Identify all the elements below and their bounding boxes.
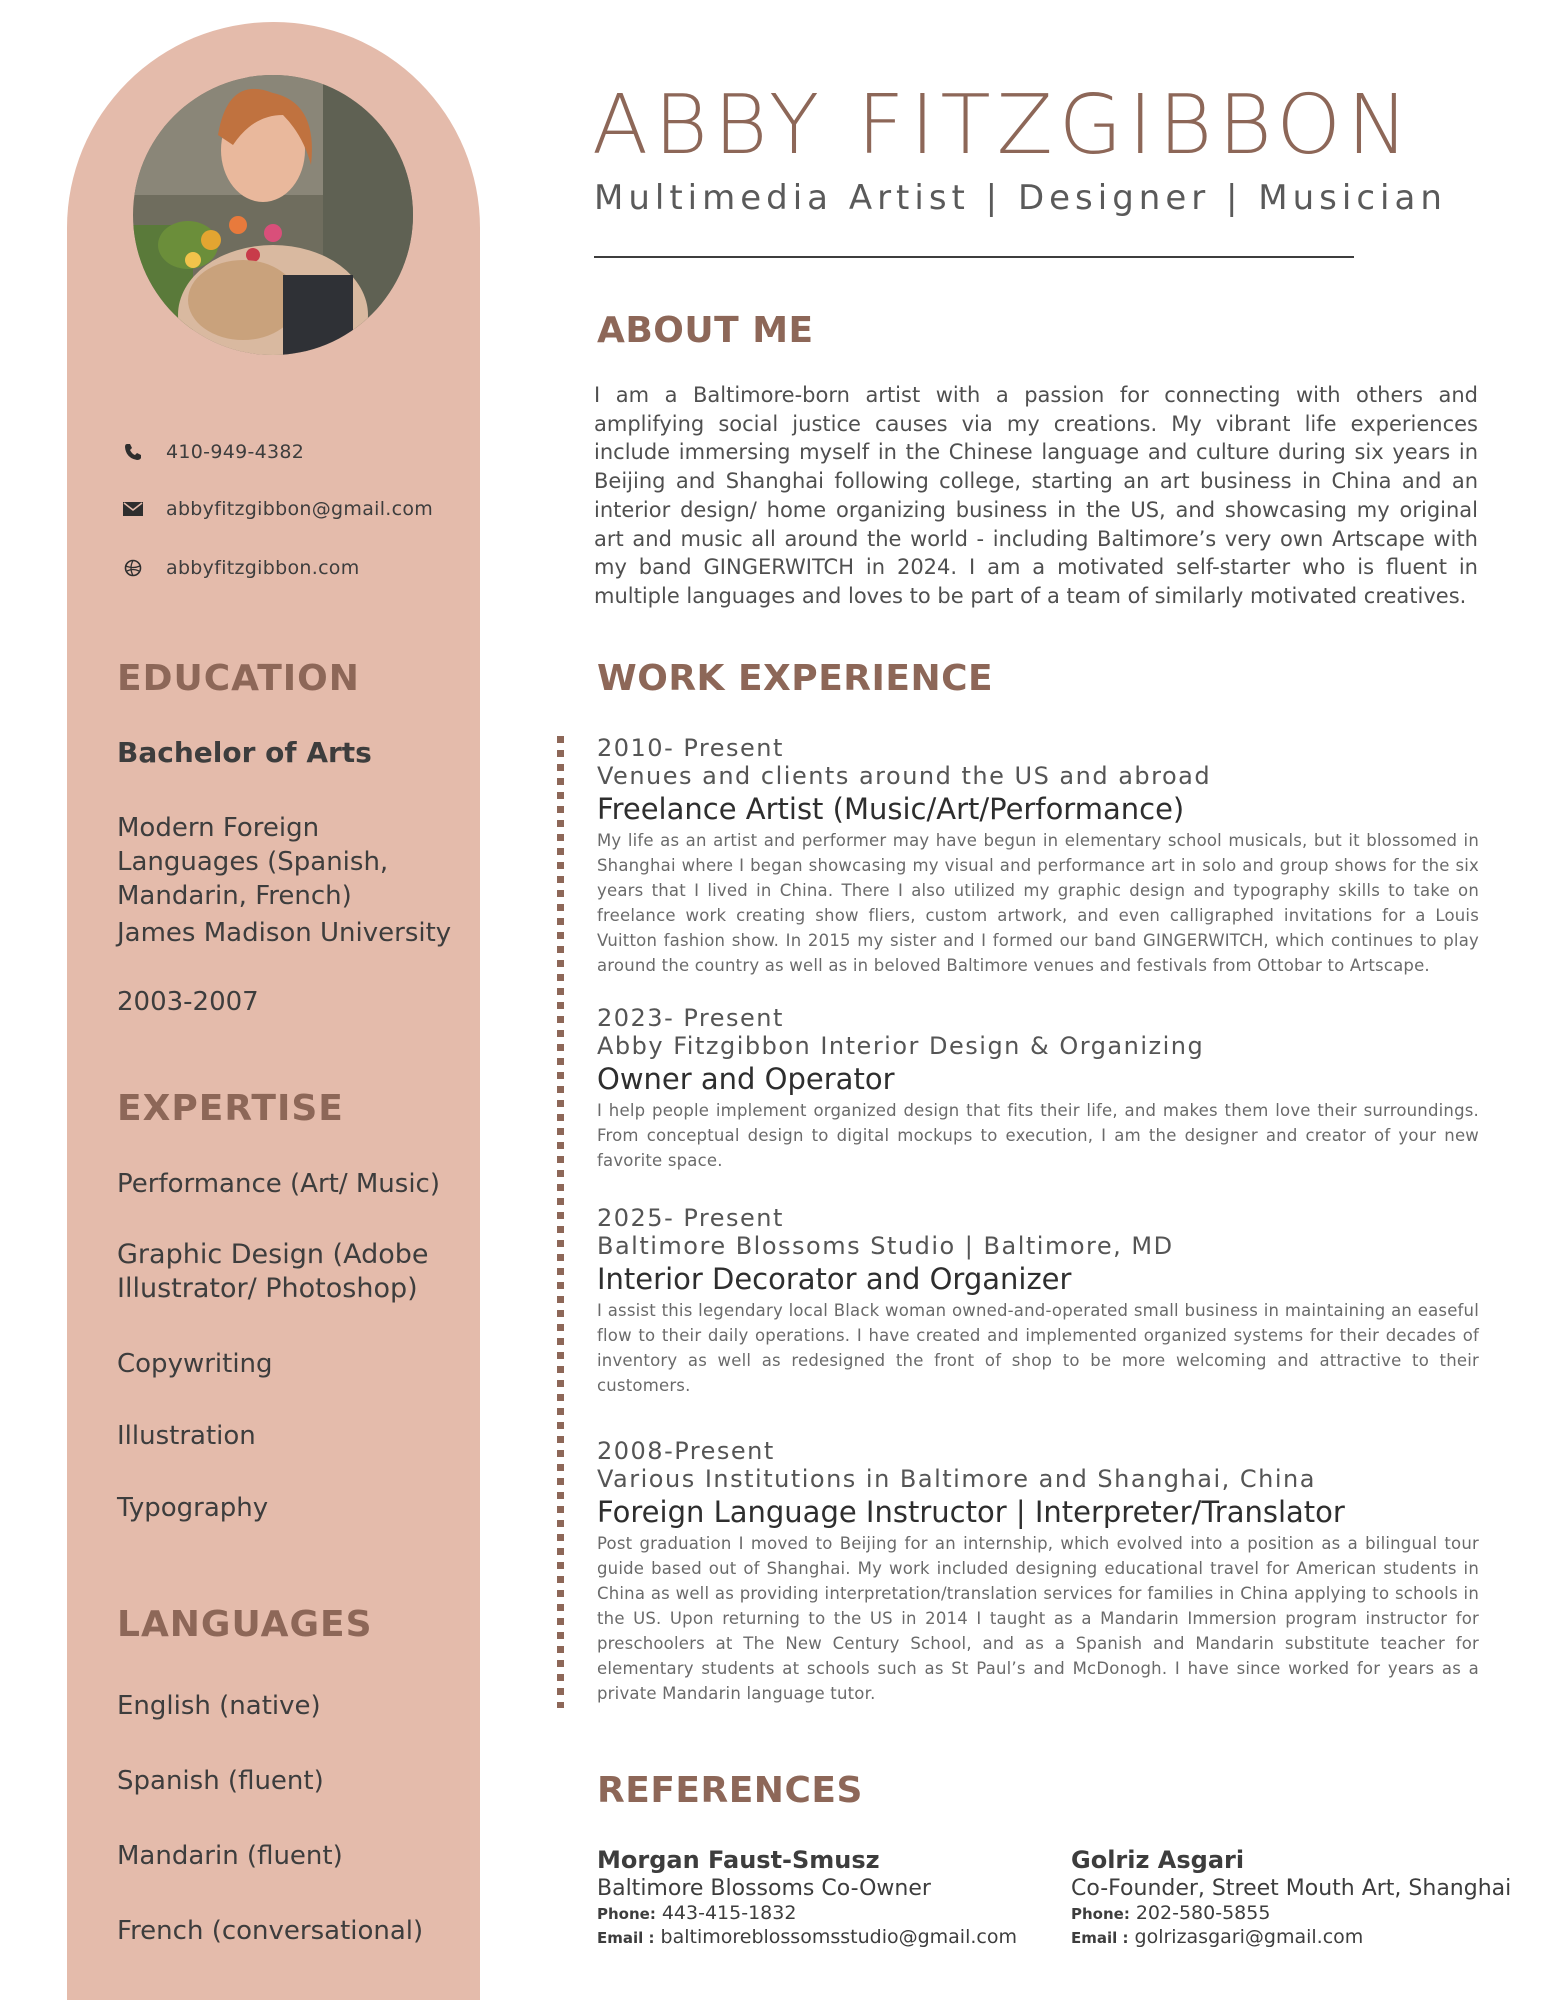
- languages-heading: LANGUAGES: [117, 1604, 373, 1645]
- email-label: Email :: [1071, 1929, 1129, 1947]
- reference-role: Co-Founder, Street Mouth Art, Shanghai: [1071, 1876, 1512, 1901]
- expertise-item: Illustration: [117, 1421, 256, 1451]
- education-heading: EDUCATION: [117, 658, 360, 699]
- education-degree: Bachelor of Arts: [117, 736, 372, 769]
- job-entry: [597, 1437, 1479, 1706]
- job-description: I assist this legendary local Black woman owned-and-operated small business in maintaining an easeful flow to their daily operations. I have created and implemented organized systems for their decades of inventory as well as redesigned the front of shop to be more welcoming and attractive to their customers.: [597, 1301, 1479, 1395]
- language-item: Mandarin (fluent): [117, 1841, 343, 1871]
- job-date: 2010- Present: [597, 734, 784, 762]
- phone-icon: [120, 439, 146, 465]
- job-organization: Venues and clients around the US and abroad: [597, 762, 1212, 790]
- education-years: 2003-2007: [117, 987, 259, 1017]
- reference-name: Golriz Asgari: [1071, 1846, 1245, 1874]
- job-description: I help people implement organized design that fits their life, and makes them love their surroundings. From conceptual design to digital mockups to execution, I am the designer and creator of your new favorite space.: [597, 1101, 1479, 1170]
- reference-name: Morgan Faust-Smusz: [597, 1846, 880, 1874]
- profile-photo-illustration: [133, 75, 413, 355]
- website-link[interactable]: abbyfitzgibbon.com: [166, 557, 360, 579]
- language-item: French (conversational): [117, 1916, 424, 1946]
- email-label: Email :: [597, 1929, 655, 1947]
- resume-name: ABBY FITZGIBBON: [592, 78, 1415, 173]
- job-entry: [597, 1204, 1479, 1398]
- profile-photo: [133, 75, 413, 355]
- reference-email: [597, 1926, 1017, 1950]
- phone-label: Phone:: [1071, 1905, 1130, 1923]
- phone-label: Phone:: [597, 1905, 656, 1923]
- globe-icon: [120, 555, 146, 581]
- envelope-icon: [120, 496, 146, 522]
- expertise-item: Copywriting: [117, 1349, 273, 1379]
- expertise-item: Graphic Design (Adobe Illustrator/ Photoshop): [117, 1239, 429, 1304]
- reference-role: Baltimore Blossoms Co-Owner: [597, 1876, 931, 1901]
- header-divider: [594, 256, 1354, 258]
- reference-card: [597, 1845, 1017, 1950]
- about-heading: ABOUT ME: [597, 310, 814, 351]
- reference-phone-value: 443-415-1832: [661, 1902, 797, 1924]
- about-text: I am a Baltimore-born artist with a passion for connecting with others and amplifying social justice causes via my creations. My vibrant life experiences include immersing myself in the Chinese language and culture during six years in Beijing and Shanghai following college, starting an art business in China and an interior design/ home organizing business in the US, and showcasing my original art and music all around the world - including Baltimore’s very own Artscape with my band GINGERWITCH in 2024. I am a motivated self-starter who is fluent in multiple languages and loves to be part of a team of similarly motivated creatives.: [594, 383, 1478, 608]
- expertise-item: Performance (Art/ Music): [117, 1169, 440, 1199]
- work-heading: WORK EXPERIENCE: [597, 658, 994, 699]
- language-item: English (native): [117, 1691, 321, 1721]
- job-entry: [597, 1004, 1479, 1173]
- job-entry: [597, 734, 1479, 978]
- contact-phone: [120, 437, 304, 467]
- education-major: Modern Foreign Languages (Spanish, Mandarin, French): [117, 813, 389, 911]
- job-title: Interior Decorator and Organizer: [597, 1262, 1072, 1296]
- job-title: Owner and Operator: [597, 1062, 895, 1096]
- language-item: Spanish (fluent): [117, 1766, 324, 1796]
- reference-email-value[interactable]: golrizasgari@gmail.com: [1134, 1926, 1364, 1948]
- contact-email: [120, 494, 433, 524]
- reference-phone: [597, 1902, 1017, 1926]
- job-date: 2008-Present: [597, 1437, 775, 1465]
- expertise-heading: EXPERTISE: [117, 1088, 344, 1129]
- reference-email-value[interactable]: baltimoreblossomsstudio@gmail.com: [660, 1926, 1017, 1948]
- job-organization: Baltimore Blossoms Studio | Baltimore, MD: [597, 1232, 1174, 1260]
- reference-email: [1071, 1926, 1491, 1950]
- phone-number: 410-949-4382: [166, 441, 305, 463]
- resume-tagline: Multimedia Artist | Designer | Musician: [594, 178, 1447, 218]
- job-description: Post graduation I moved to Beijing for an internship, which evolved into a position as a bilingual tour guide based out of Shanghai. My work included designing educational travel for American students in China as well as providing interpretation/translation services for families in China applying to schools in the US. Upon returning to the US in 2014 I taught as a Mandarin Immersion program instructor for preschoolers at The New Century School, and as a Spanish and Mandarin substitute teacher for elementary students at schools such as St Paul’s and McDonogh. I have since worked for years as a private Mandarin language tutor.: [597, 1534, 1479, 1703]
- email-link[interactable]: abbyfitzgibbon@gmail.com: [166, 498, 434, 520]
- reference-phone: [1071, 1902, 1491, 1926]
- contact-website: [120, 553, 360, 583]
- timeline-divider: [557, 736, 564, 1708]
- job-description: My life as an artist and performer may have begun in elementary school musicals, but it blossomed in Shanghai where I began showcasing my visual and performance art in solo and group shows for the six years that I lived in China. There I also utilized my graphic design and typography skills to take on freelance work creating show fliers, custom artwork, and even calligraphed invitations for a Louis Vuitton fashion show. In 2015 my sister and I formed our band GINGERWITCH, which continues to play around the country as well as in beloved Baltimore venues and festivals from Ottobar to Artscape.: [597, 831, 1479, 975]
- job-organization: Abby Fitzgibbon Interior Design & Organizing: [597, 1032, 1205, 1060]
- job-title: Foreign Language Instructor | Interpreter/Translator: [597, 1495, 1345, 1529]
- references-heading: REFERENCES: [597, 1770, 863, 1811]
- expertise-item: Typography: [117, 1493, 269, 1523]
- job-organization: Various Institutions in Baltimore and Shanghai, China: [597, 1465, 1316, 1493]
- job-date: 2025- Present: [597, 1204, 784, 1232]
- reference-phone-value: 202-580-5855: [1135, 1902, 1271, 1924]
- job-title: Freelance Artist (Music/Art/Performance): [597, 792, 1185, 826]
- job-date: 2023- Present: [597, 1004, 784, 1032]
- reference-card: [1071, 1845, 1512, 1950]
- education-school: James Madison University: [117, 918, 452, 948]
